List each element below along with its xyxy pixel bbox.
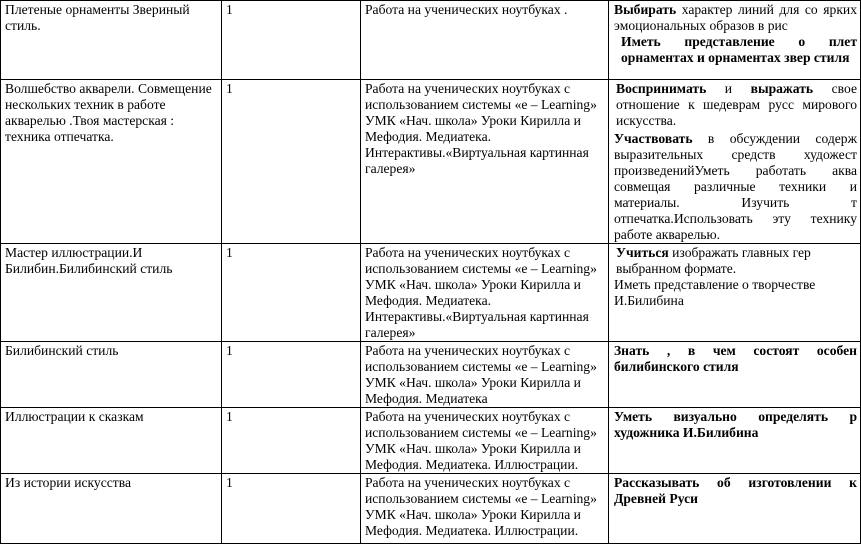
topic-cell: Плетеные орнаменты Звериный стиль. [1, 1, 222, 80]
activity-text: и [706, 81, 751, 96]
activity-verb: Участвовать [614, 131, 693, 146]
activity-line [614, 245, 857, 277]
activities-cell [609, 1, 861, 80]
activity-line [614, 475, 857, 507]
activity-text: изображать главных гер выбранном формате. [616, 245, 811, 276]
table-row [1, 1, 861, 80]
table-row [1, 244, 861, 342]
table-row [1, 474, 861, 544]
activity-verb: выражать [750, 81, 814, 96]
topic-cell: Билибинский стиль [1, 342, 222, 408]
activity-text: в обсуждении содерж выразительных средств художест произведенийУметь работать аква совмещая различные техники и материалы. Изучить т отпечатка.Использовать эту технику работе акварелью. [614, 131, 857, 242]
activity-verb: Уметь визуально определять р художника И.Билибина [614, 409, 857, 440]
activity-line [614, 34, 857, 66]
hours-cell: 1 [222, 1, 361, 80]
activity-verb: Выбирать [614, 2, 677, 17]
hours-cell: 1 [222, 474, 361, 544]
activity-verb: Рассказывать об изготовлении к Древней Руси [614, 475, 857, 506]
activity-verb: Воспринимать [616, 81, 707, 96]
hours-cell: 1 [222, 342, 361, 408]
hours-cell: 1 [222, 244, 361, 342]
activity-text: характер линий для со ярких эмоциональных образов в рис [614, 2, 857, 33]
topic-cell: Мастер иллюстрации.И Билибин.Билибинский стиль [1, 244, 222, 342]
resources-cell: Работа на ученических ноутбуках с использованием системы «е – Learning» УМК «Нач. школа» Уроки Кирилла и Мефодия. Медиатека. Иллюстрации. [361, 474, 609, 544]
activity-line [614, 2, 857, 34]
activity-verb: Знать , в чем состоят особен билибинского стиля [614, 343, 857, 374]
activity-text: свое отношение к шедеврам русс мирового искусства. [616, 81, 857, 128]
table-row [1, 342, 861, 408]
activity-line [614, 131, 857, 243]
hours-cell: 1 [222, 408, 361, 474]
lesson-plan-body [1, 1, 861, 544]
resources-cell: Работа на ученических ноутбуках . [361, 1, 609, 80]
activity-line [614, 343, 857, 375]
activity-text: Иметь представление о творчестве И.Билибина [614, 277, 816, 308]
table-row [1, 408, 861, 474]
activity-line [614, 277, 857, 309]
activity-verb: Учиться [616, 245, 669, 260]
resources-cell: Работа на ученических ноутбуках с использованием системы «е – Learning» УМК «Нач. школа» Уроки Кирилла и Мефодия. Медиатека. Иллюстрации. [361, 408, 609, 474]
activities-cell [609, 80, 861, 244]
activity-line [614, 409, 857, 441]
resources-cell: Работа на ученических ноутбуках с использованием системы «е – Learning» УМК «Нач. школа» Уроки Кирилла и Мефодия. Медиатека. Интерактивы.«Виртуальная картинная галерея» [361, 244, 609, 342]
topic-cell: Из истории искусства [1, 474, 222, 544]
hours-cell: 1 [222, 80, 361, 244]
activities-cell [609, 342, 861, 408]
activities-cell [609, 474, 861, 544]
topic-cell: Иллюстрации к сказкам [1, 408, 222, 474]
topic-cell: Волшебство акварели. Совмещение нескольких техник в работе акварелью .Твоя мастерская : техника отпечатка. [1, 80, 222, 244]
activities-cell [609, 244, 861, 342]
activities-cell [609, 408, 861, 474]
activity-verb: Иметь представление о плет орнаментах и орнаментах звер стиля [621, 34, 857, 65]
activity-line [614, 81, 857, 129]
table-row [1, 80, 861, 244]
resources-cell: Работа на ученических ноутбуках с использованием системы «е – Learning» УМК «Нач. школа» Уроки Кирилла и Мефодия. Медиатека [361, 342, 609, 408]
resources-cell: Работа на ученических ноутбуках с использованием системы «е – Learning» УМК «Нач. школа» Уроки Кирилла и Мефодия. Медиатека. Интерактивы.«Виртуальная картинная галерея» [361, 80, 609, 244]
